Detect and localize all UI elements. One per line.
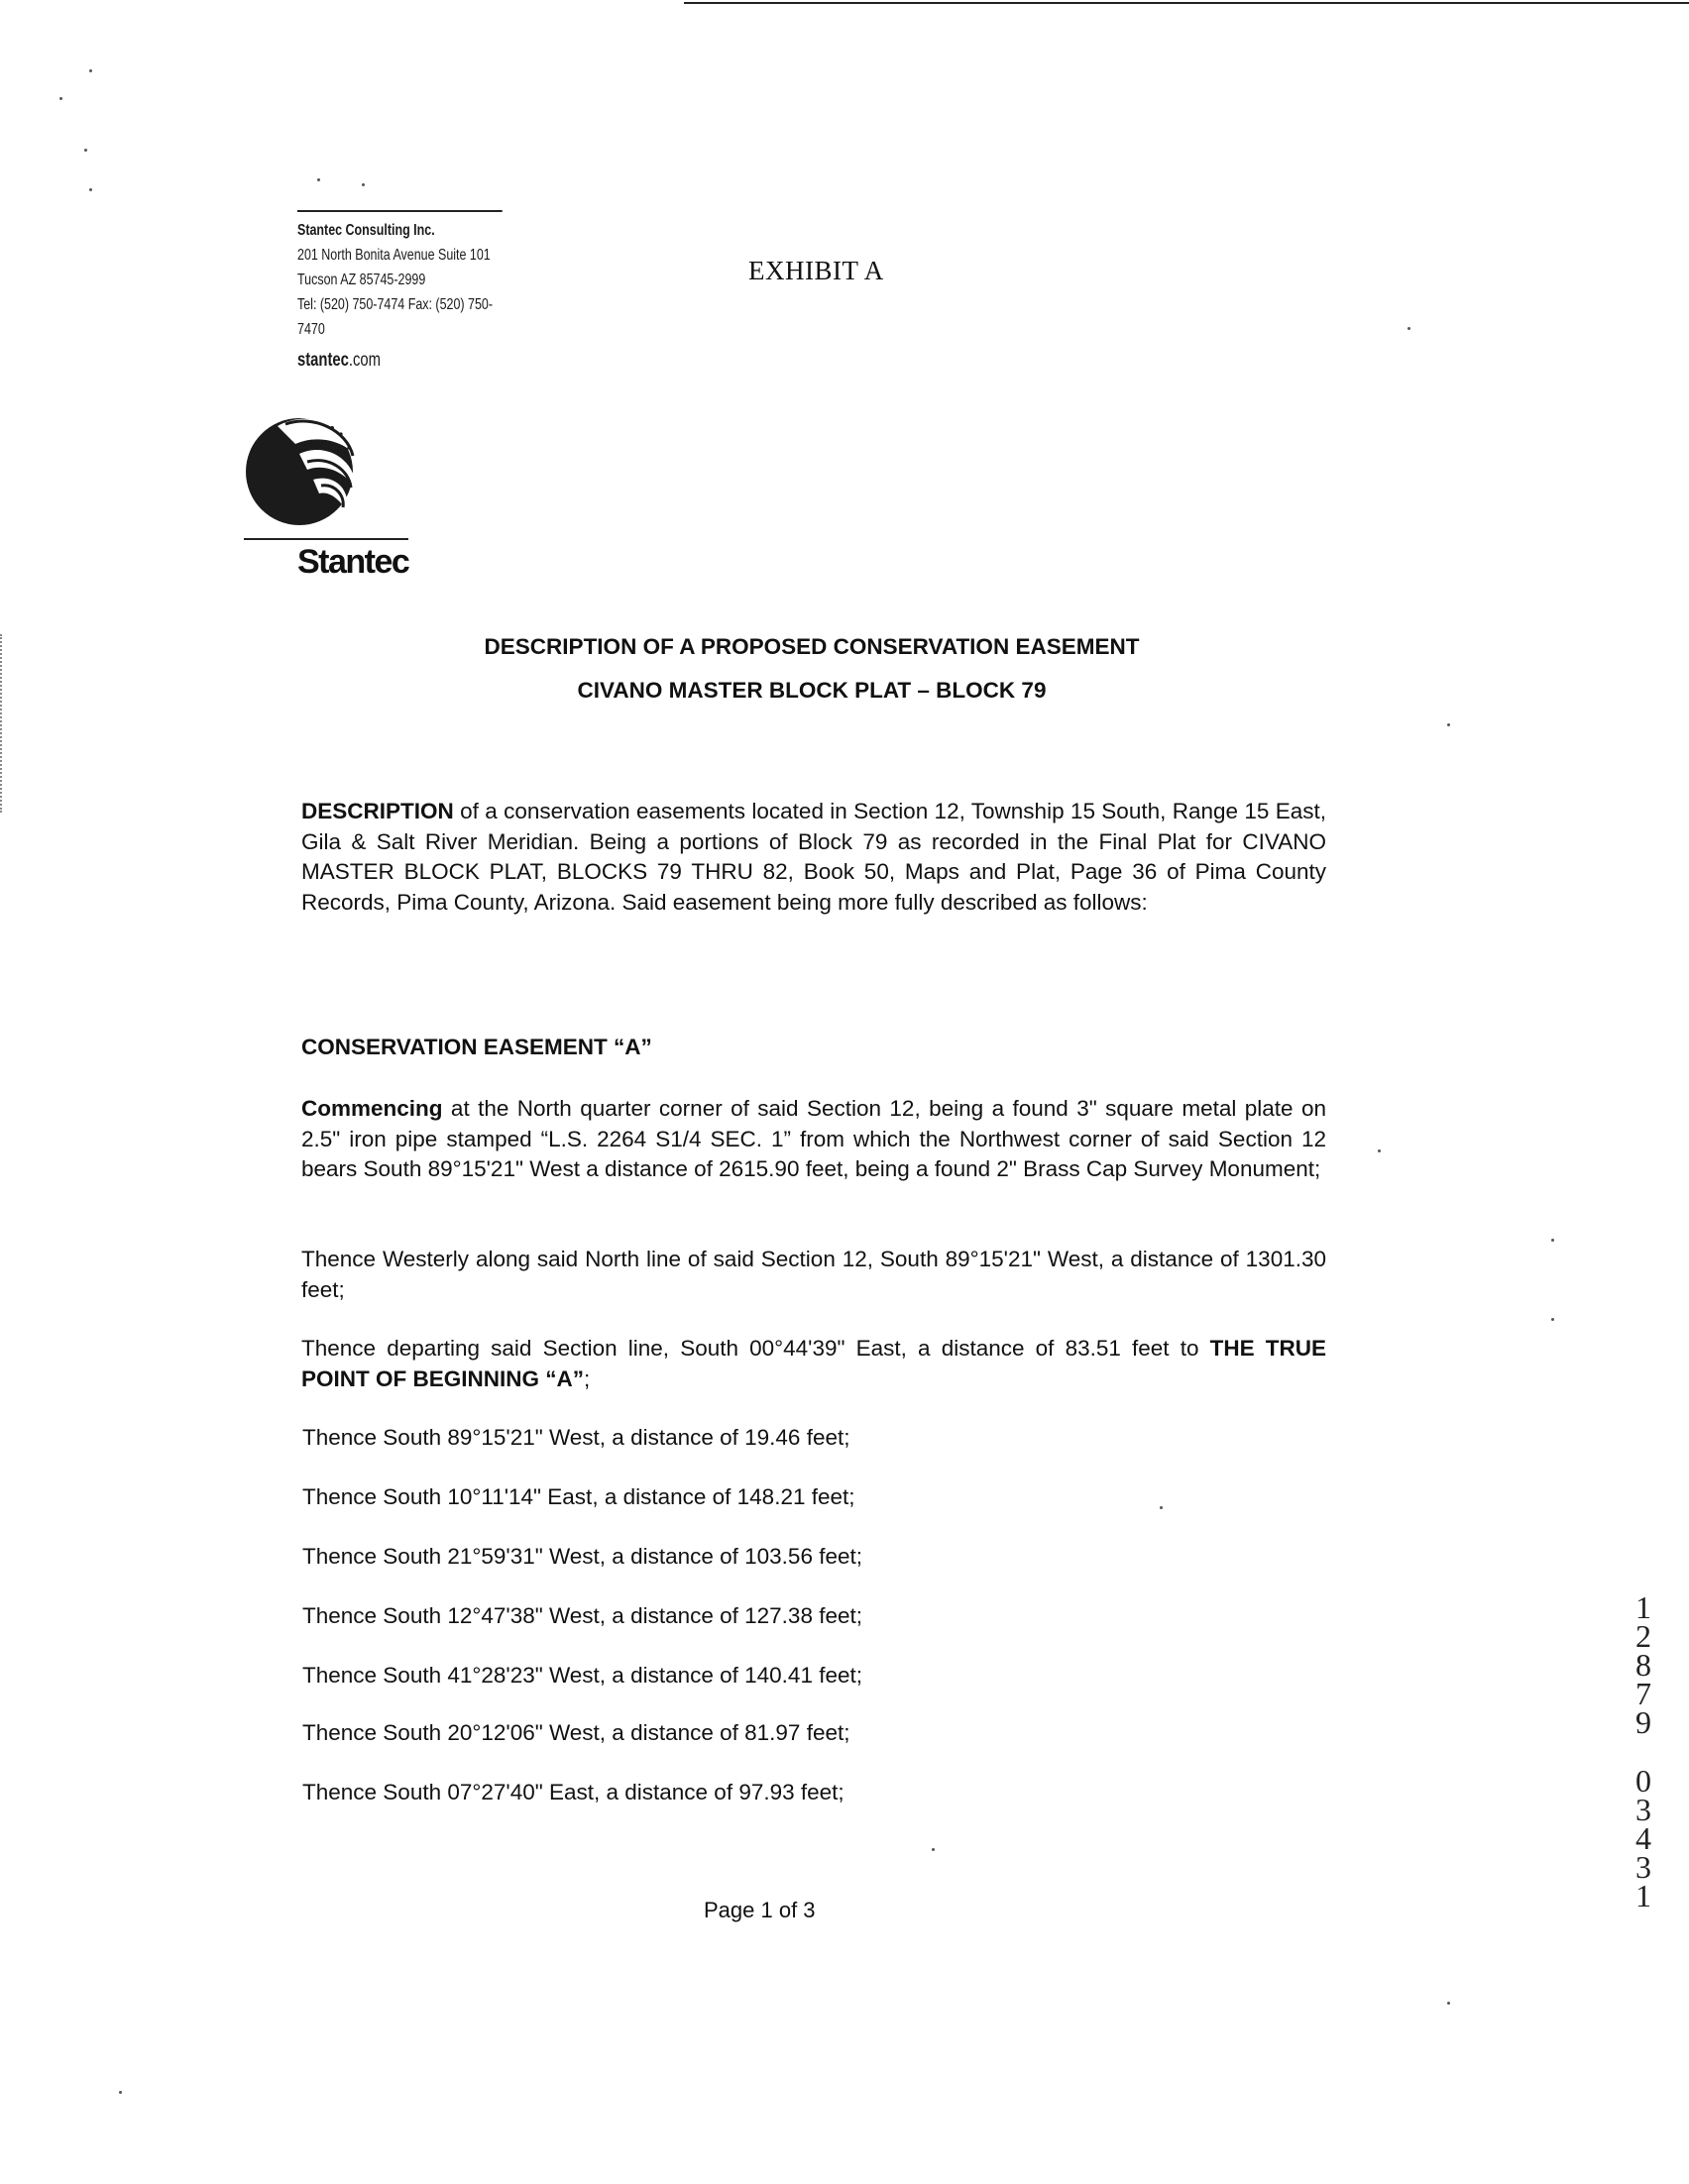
document-subtitle: CIVANO MASTER BLOCK PLAT – BLOCK 79 <box>577 678 1047 703</box>
recording-digit: 8 <box>1635 1647 1651 1683</box>
easement-heading: CONSERVATION EASEMENT “A” <box>301 1035 652 1059</box>
scan-edge-marks <box>0 634 5 813</box>
description-paragraph <box>301 797 1326 918</box>
scan-speck <box>89 188 92 191</box>
stantec-logo-icon <box>238 404 367 533</box>
scan-speck <box>317 178 320 181</box>
scan-speck <box>119 2091 122 2094</box>
recording-number <box>1626 1589 1661 1913</box>
scan-speck <box>59 97 62 100</box>
recording-digit: 2 <box>1635 1618 1651 1654</box>
recording-digit: 0 <box>1635 1763 1651 1799</box>
commencing-text: at the North quarter corner of said Section 12, being a found 3" square metal plate on 2.5" iron pipe stamped “L.S. 2264 S1/4 SEC. 1” from which the Northwest corner of said Section 12 bears South 89°15'21" West a distance of 2615.90 feet, being a found 2" Brass Cap Survey Monument; <box>301 1096 1326 1181</box>
scan-speck <box>1551 1318 1554 1321</box>
scan-speck <box>1447 2002 1450 2005</box>
recording-digit: 1 <box>1635 1878 1651 1913</box>
scan-speck <box>362 183 365 186</box>
commencing-paragraph <box>301 1094 1326 1185</box>
logo-wordmark: Stantec <box>297 543 409 581</box>
description-text: of a conservation easements located in Section 12, Township 15 South, Range 15 East, Gila & Salt River Meridian. Being a portions of Block 79 as recorded in the Final Plat for CIVANO MASTER BLOCK PLAT, BLOCKS 79 THRU 82, Book 50, Maps and Plat, Page 36 of Pima County Records, Pima County, Arizona. Said easement being more fully described as follows: <box>301 799 1326 915</box>
westerly-paragraph: Thence Westerly along said North line of said Section 12, South 89°15'21" West, a distance of 1301.30 feet; <box>301 1247 1326 1302</box>
scan-speck <box>84 149 87 152</box>
letterhead <box>297 210 503 373</box>
recording-digit: 4 <box>1635 1820 1651 1856</box>
recording-digit: 3 <box>1635 1849 1651 1885</box>
departing-text: Thence departing said Section line, South 00°44'39" East, a distance of 83.51 feet to <box>301 1336 1210 1361</box>
scan-speck <box>1378 1149 1381 1152</box>
course-line: Thence South 12°47'38" West, a distance of 127.38 feet; <box>302 1603 862 1628</box>
exhibit-label: EXHIBIT A <box>748 256 884 285</box>
scan-speck <box>1447 723 1450 726</box>
description-lead: DESCRIPTION <box>301 799 454 823</box>
website-bold: stantec <box>297 350 349 371</box>
scan-speck <box>1551 1239 1554 1242</box>
departing-paragraph <box>301 1334 1326 1394</box>
website-suffix: .com <box>348 350 382 371</box>
scan-speck <box>1408 327 1410 330</box>
recording-digit: 9 <box>1635 1704 1651 1740</box>
true-point-of-beginning: THE TRUE POINT OF BEGINNING “A” <box>301 1336 1327 1391</box>
course-line: Thence South 10°11'14" East, a distance of 148.21 feet; <box>302 1484 855 1509</box>
course-line: Thence South 21°59'31" West, a distance of 103.56 feet; <box>302 1544 862 1569</box>
top-border-line <box>684 2 1689 4</box>
recording-digit: 7 <box>1635 1676 1651 1711</box>
recording-digit: 1 <box>1635 1589 1651 1625</box>
course-line: Thence South 89°15'21" West, a distance of 19.46 feet; <box>302 1425 850 1450</box>
page-number: Page 1 of 3 <box>704 1898 816 1922</box>
departing-end: ; <box>584 1365 591 1391</box>
address-line-2: Tucson AZ 85745-2999 <box>297 272 426 288</box>
logo-rule <box>244 538 408 540</box>
document-title: DESCRIPTION OF A PROPOSED CONSERVATION EASEMENT <box>484 634 1140 659</box>
company-name: Stantec Consulting Inc. <box>297 222 435 239</box>
phone-fax: Tel: (520) 750-7474 Fax: (520) 750-7470 <box>297 296 494 338</box>
address-line-1: 201 North Bonita Avenue Suite 101 <box>297 247 491 264</box>
website <box>297 348 503 373</box>
commencing-lead: Commencing <box>301 1096 443 1121</box>
course-line: Thence South 20°12'06" West, a distance of 81.97 feet; <box>302 1720 850 1745</box>
recording-digit: 3 <box>1635 1792 1651 1827</box>
scan-speck <box>89 69 92 72</box>
course-line: Thence South 07°27'40" East, a distance of 97.93 feet; <box>302 1780 844 1804</box>
scan-speck <box>932 1848 935 1851</box>
course-line: Thence South 41°28'23" West, a distance of 140.41 feet; <box>302 1663 862 1688</box>
scan-speck <box>1160 1506 1163 1509</box>
